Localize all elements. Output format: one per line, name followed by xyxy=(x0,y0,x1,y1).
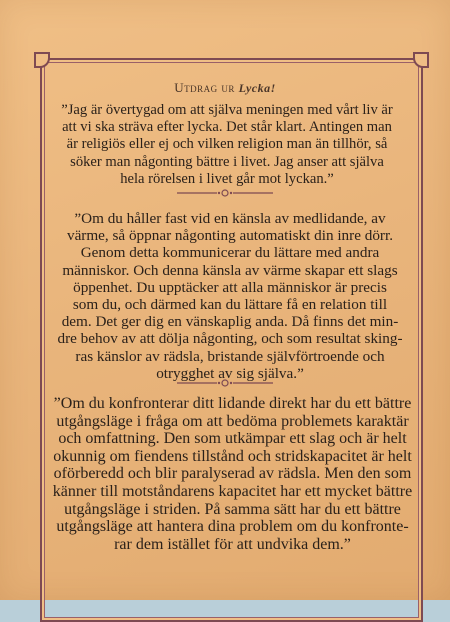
heading-prefix: Utdrag ur xyxy=(174,80,239,95)
quote-line: utgångsläge i fråga om att bedöma problemets karaktär xyxy=(56,412,409,430)
quote-line: ras känslor av rädsla, bristande självförtroende och xyxy=(75,347,385,365)
quote-line: otrygghet av sig själva.” xyxy=(156,364,304,382)
quote-line: ”Om du konfronterar ditt lidande direkt har du ett bättre xyxy=(53,395,412,412)
quote-1 xyxy=(52,102,402,188)
quote-line: och omfattning. Den som utkämpar ett slag och är helt xyxy=(58,430,407,448)
quote-2 xyxy=(55,210,405,382)
quote-line: hela rörelsen i livet går mot lyckan.” xyxy=(120,170,334,187)
quote-line: söker man någonting bättre i livet. Jag anser att själva xyxy=(70,153,384,170)
ornament-divider xyxy=(175,188,275,198)
quote-line: människor. Och denna känsla av värme skapar ett slags xyxy=(62,261,398,279)
quote-line: utgångsläge i striden. På samma sätt har du ett bättre xyxy=(64,500,401,518)
quote-line: Genom detta kommunicerar du lättare med andra xyxy=(80,244,380,262)
excerpt-heading xyxy=(0,80,450,96)
quote-line: oförberedd och blir paralyserad av rädsla. Men den som xyxy=(53,465,412,483)
quote-line: värme, så öppnar någonting automatiskt din inre dörr. xyxy=(66,227,394,245)
quote-line: är religiös eller ej och vilken religion man än tillhör, så xyxy=(66,136,388,153)
quote-line: att vi ska sträva efter lycka. Det står klart. Antingen man xyxy=(62,119,392,136)
frame-corner-ornament xyxy=(413,52,429,68)
quote-line: ”Jag är övertygad om att själva meningen med vårt liv är xyxy=(61,102,393,118)
ornament-divider xyxy=(175,378,275,388)
quote-line: dem. Det ger dig en vänskaplig anda. Då finns det min- xyxy=(61,313,399,331)
quote-line: dre behov av att dölja någonting, och som resultat sking- xyxy=(57,330,403,348)
quote-line: rar dem istället för att undvika dem.” xyxy=(114,535,351,553)
book-title: Lycka! xyxy=(238,81,276,95)
quote-line: ”Om du håller fast vid en känsla av medlidande, av xyxy=(74,210,386,227)
quote-line: känner till motståndarens kapacitet har ett mycket bättre xyxy=(52,482,413,500)
frame-corner-ornament xyxy=(34,52,50,68)
quote-line: öppenhet. Du upptäcker att alla människor är precis xyxy=(73,278,387,296)
quote-line: okunnig om fiendens tillstånd och stridskapacitet är helt xyxy=(53,447,412,465)
quote-3 xyxy=(50,395,415,553)
quote-line: utgångsläge att hantera dina problem om du konfronte- xyxy=(56,518,409,536)
quote-line: som du, och därmed kan du lättare få en relation till xyxy=(72,296,388,314)
